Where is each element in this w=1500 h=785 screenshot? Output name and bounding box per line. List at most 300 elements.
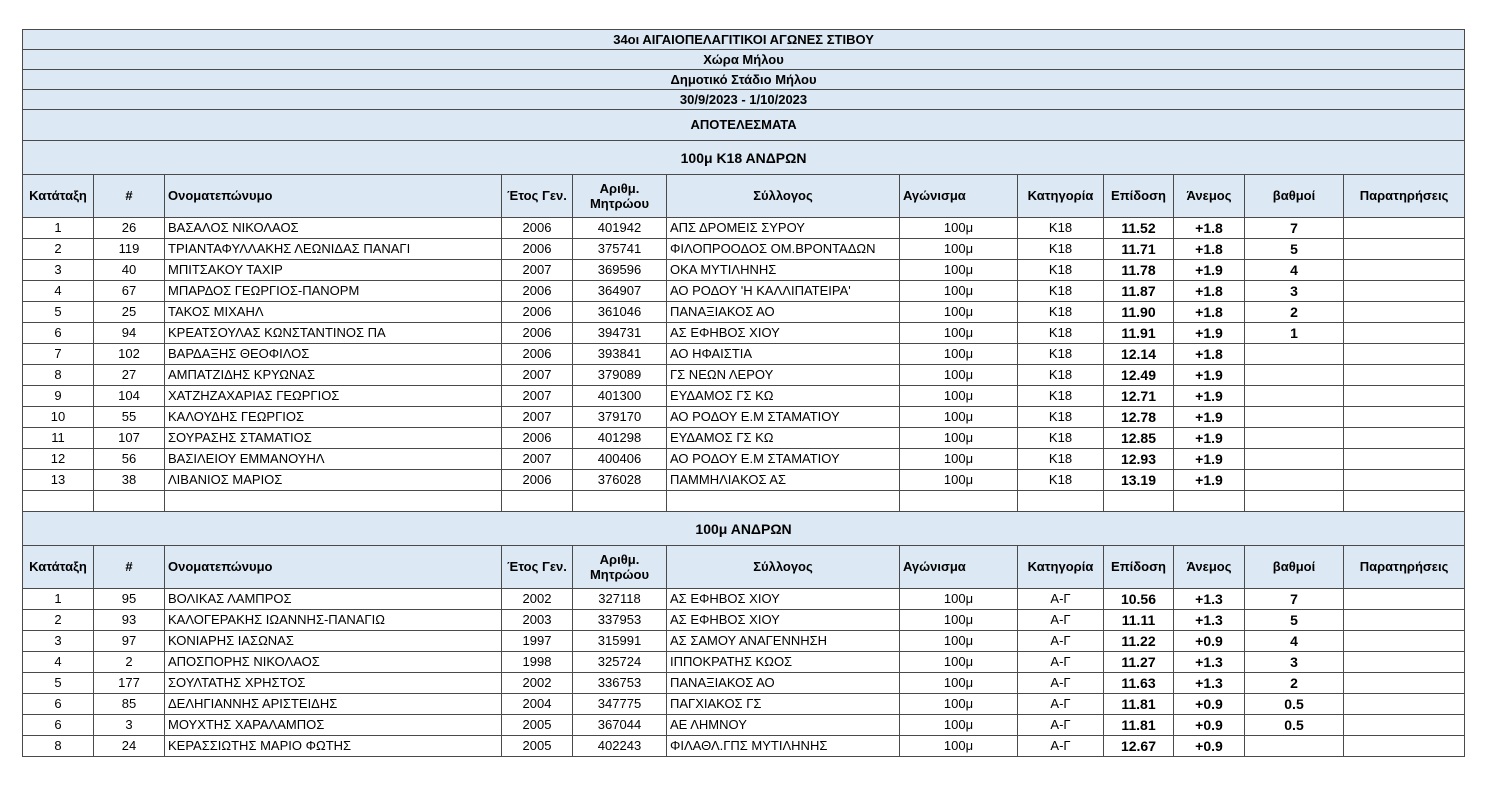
cell-points: 5 bbox=[1245, 610, 1344, 631]
cell-performance: 11.71 bbox=[1104, 239, 1174, 260]
cell-registry-number: 400406 bbox=[573, 449, 667, 470]
cell-club: ΑΠΣ ΔΡΟΜΕΙΣ ΣΥΡΟΥ bbox=[667, 218, 900, 239]
cell-remarks bbox=[1344, 218, 1465, 239]
section-title: 100μ ΑΝΔΡΩΝ bbox=[23, 512, 1465, 546]
cell-points bbox=[1245, 449, 1344, 470]
table-row bbox=[23, 239, 1465, 260]
cell-birth-year: 2006 bbox=[502, 470, 573, 491]
cell-birth-year: 1997 bbox=[502, 631, 573, 652]
column-header-performance: Επίδοση bbox=[1104, 175, 1174, 218]
cell-club: ΑΣ ΕΦΗΒΟΣ ΧΙΟΥ bbox=[667, 589, 900, 610]
cell-wind: +1.8 bbox=[1174, 218, 1245, 239]
cell-athlete-name: ΒΑΣΑΛΟΣ ΝΙΚΟΛΑΟΣ bbox=[165, 218, 502, 239]
cell-rank: 1 bbox=[23, 589, 94, 610]
cell-remarks bbox=[1344, 344, 1465, 365]
cell-category: Α-Γ bbox=[1018, 673, 1104, 694]
cell-category: Κ18 bbox=[1018, 365, 1104, 386]
empty-cell bbox=[23, 491, 94, 512]
cell-wind: +1.9 bbox=[1174, 386, 1245, 407]
section-title-row bbox=[23, 512, 1465, 546]
cell-bib: 97 bbox=[94, 631, 165, 652]
empty-cell bbox=[573, 491, 667, 512]
table-row bbox=[23, 407, 1465, 428]
cell-remarks bbox=[1344, 302, 1465, 323]
cell-bib: 177 bbox=[94, 673, 165, 694]
cell-athlete-name: ΧΑΤΖΗΖΑΧΑΡΙΑΣ ΓΕΩΡΓΙΟΣ bbox=[165, 386, 502, 407]
cell-remarks bbox=[1344, 589, 1465, 610]
results-table bbox=[22, 29, 1465, 757]
cell-points: 4 bbox=[1245, 260, 1344, 281]
cell-birth-year: 2003 bbox=[502, 610, 573, 631]
cell-event: 100μ bbox=[900, 470, 1018, 491]
cell-bib: 95 bbox=[94, 589, 165, 610]
cell-registry-number: 393841 bbox=[573, 344, 667, 365]
cell-performance: 10.56 bbox=[1104, 589, 1174, 610]
empty-cell bbox=[1245, 491, 1344, 512]
cell-performance: 11.11 bbox=[1104, 610, 1174, 631]
cell-category: Κ18 bbox=[1018, 470, 1104, 491]
cell-performance: 12.93 bbox=[1104, 449, 1174, 470]
cell-remarks bbox=[1344, 281, 1465, 302]
cell-performance: 11.78 bbox=[1104, 260, 1174, 281]
cell-wind: +1.8 bbox=[1174, 239, 1245, 260]
cell-bib: 25 bbox=[94, 302, 165, 323]
cell-remarks bbox=[1344, 323, 1465, 344]
cell-bib: 85 bbox=[94, 694, 165, 715]
cell-event: 100μ bbox=[900, 323, 1018, 344]
cell-athlete-name: ΤΑΚΟΣ ΜΙΧΑΗΛ bbox=[165, 302, 502, 323]
results-heading-row bbox=[23, 110, 1465, 141]
cell-rank: 12 bbox=[23, 449, 94, 470]
cell-points: 0.5 bbox=[1245, 694, 1344, 715]
cell-points: 7 bbox=[1245, 218, 1344, 239]
cell-category: Α-Γ bbox=[1018, 610, 1104, 631]
cell-wind: +1.8 bbox=[1174, 302, 1245, 323]
cell-birth-year: 2007 bbox=[502, 449, 573, 470]
cell-club: ΑΕ ΛΗΜΝΟΥ bbox=[667, 715, 900, 736]
column-header-rank: Κατάταξη bbox=[23, 175, 94, 218]
cell-registry-number: 367044 bbox=[573, 715, 667, 736]
cell-category: Κ18 bbox=[1018, 281, 1104, 302]
cell-bib: 102 bbox=[94, 344, 165, 365]
cell-performance: 11.90 bbox=[1104, 302, 1174, 323]
cell-athlete-name: ΚΟΝΙΑΡΗΣ ΙΑΣΩΝΑΣ bbox=[165, 631, 502, 652]
cell-event: 100μ bbox=[900, 428, 1018, 449]
cell-category: Α-Γ bbox=[1018, 694, 1104, 715]
cell-event: 100μ bbox=[900, 736, 1018, 757]
table-row bbox=[23, 281, 1465, 302]
results-heading: ΑΠΟΤΕΛΕΣΜΑΤΑ bbox=[23, 110, 1465, 141]
cell-club: ΓΣ ΝΕΩΝ ΛΕΡΟΥ bbox=[667, 365, 900, 386]
cell-performance: 12.49 bbox=[1104, 365, 1174, 386]
empty-cell bbox=[1174, 491, 1245, 512]
place-row bbox=[23, 50, 1465, 70]
cell-club: ΑΟ ΡΟΔΟΥ 'Η ΚΑΛΛΙΠΑΤΕΙΡΑ' bbox=[667, 281, 900, 302]
cell-remarks bbox=[1344, 652, 1465, 673]
table-row bbox=[23, 652, 1465, 673]
cell-wind: +1.9 bbox=[1174, 449, 1245, 470]
cell-category: Α-Γ bbox=[1018, 715, 1104, 736]
table-row bbox=[23, 589, 1465, 610]
cell-event: 100μ bbox=[900, 344, 1018, 365]
column-header-registry-number: Αριθμ. Μητρώου bbox=[573, 546, 667, 589]
cell-category: Κ18 bbox=[1018, 428, 1104, 449]
cell-bib: 93 bbox=[94, 610, 165, 631]
cell-performance: 12.14 bbox=[1104, 344, 1174, 365]
cell-club: ΦΙΛΟΠΡΟΟΔΟΣ ΟΜ.ΒΡΟΝΤΑΔΩΝ bbox=[667, 239, 900, 260]
cell-registry-number: 401942 bbox=[573, 218, 667, 239]
cell-athlete-name: ΚΕΡΑΣΣΙΩΤΗΣ ΜΑΡΙΟ ΦΩΤΗΣ bbox=[165, 736, 502, 757]
cell-athlete-name: ΒΑΡΔΑΞΗΣ ΘΕΟΦΙΛΟΣ bbox=[165, 344, 502, 365]
table-row bbox=[23, 736, 1465, 757]
cell-event: 100μ bbox=[900, 715, 1018, 736]
cell-category: Κ18 bbox=[1018, 323, 1104, 344]
cell-club: ΑΟ ΡΟΔΟΥ Ε.Μ ΣΤΑΜΑΤΙΟΥ bbox=[667, 407, 900, 428]
section-title: 100μ Κ18 ΑΝΔΡΩΝ bbox=[23, 141, 1465, 175]
cell-athlete-name: ΚΡΕΑΤΣΟΥΛΑΣ ΚΩΝΣΤΑΝΤΙΝΟΣ ΠΑ bbox=[165, 323, 502, 344]
cell-rank: 8 bbox=[23, 365, 94, 386]
cell-rank: 5 bbox=[23, 673, 94, 694]
cell-registry-number: 379170 bbox=[573, 407, 667, 428]
cell-bib: 27 bbox=[94, 365, 165, 386]
cell-event: 100μ bbox=[900, 631, 1018, 652]
cell-performance: 13.19 bbox=[1104, 470, 1174, 491]
cell-points bbox=[1245, 470, 1344, 491]
cell-club: ΕΥΔΑΜΟΣ ΓΣ ΚΩ bbox=[667, 428, 900, 449]
cell-points: 3 bbox=[1245, 281, 1344, 302]
cell-category: Κ18 bbox=[1018, 407, 1104, 428]
cell-category: Κ18 bbox=[1018, 386, 1104, 407]
meet-venue: Δημοτικό Στάδιο Μήλου bbox=[23, 70, 1465, 90]
cell-remarks bbox=[1344, 260, 1465, 281]
column-header-category: Κατηγορία bbox=[1018, 546, 1104, 589]
column-header-wind: Άνεμος bbox=[1174, 546, 1245, 589]
cell-category: Α-Γ bbox=[1018, 652, 1104, 673]
cell-event: 100μ bbox=[900, 652, 1018, 673]
cell-wind: +0.9 bbox=[1174, 631, 1245, 652]
cell-registry-number: 394731 bbox=[573, 323, 667, 344]
cell-registry-number: 336753 bbox=[573, 673, 667, 694]
cell-wind: +0.9 bbox=[1174, 694, 1245, 715]
cell-remarks bbox=[1344, 673, 1465, 694]
column-header-row bbox=[23, 546, 1465, 589]
empty-cell bbox=[94, 491, 165, 512]
cell-club: ΑΟ ΡΟΔΟΥ Ε.Μ ΣΤΑΜΑΤΙΟΥ bbox=[667, 449, 900, 470]
cell-bib: 67 bbox=[94, 281, 165, 302]
cell-registry-number: 315991 bbox=[573, 631, 667, 652]
empty-cell bbox=[1018, 491, 1104, 512]
cell-club: ΦΙΛΑΘΛ.ΓΠΣ ΜΥΤΙΛΗΝΗΣ bbox=[667, 736, 900, 757]
table-row bbox=[23, 260, 1465, 281]
cell-birth-year: 2004 bbox=[502, 694, 573, 715]
cell-remarks bbox=[1344, 631, 1465, 652]
cell-points bbox=[1245, 344, 1344, 365]
cell-wind: +1.3 bbox=[1174, 589, 1245, 610]
section-title-row bbox=[23, 141, 1465, 175]
cell-wind: +1.3 bbox=[1174, 652, 1245, 673]
cell-athlete-name: ΜΟΥΧΤΗΣ ΧΑΡΑΛΑΜΠΟΣ bbox=[165, 715, 502, 736]
cell-registry-number: 327118 bbox=[573, 589, 667, 610]
column-header-points: βαθμοί bbox=[1245, 175, 1344, 218]
cell-performance: 11.63 bbox=[1104, 673, 1174, 694]
cell-birth-year: 2006 bbox=[502, 218, 573, 239]
cell-birth-year: 2005 bbox=[502, 715, 573, 736]
venue-row bbox=[23, 70, 1465, 90]
cell-athlete-name: ΑΜΠΑΤΖΙΔΗΣ ΚΡΥΩΝΑΣ bbox=[165, 365, 502, 386]
cell-remarks bbox=[1344, 386, 1465, 407]
cell-club: ΑΣ ΕΦΗΒΟΣ ΧΙΟΥ bbox=[667, 610, 900, 631]
cell-points: 4 bbox=[1245, 631, 1344, 652]
cell-performance: 12.71 bbox=[1104, 386, 1174, 407]
table-row bbox=[23, 365, 1465, 386]
cell-points bbox=[1245, 365, 1344, 386]
cell-wind: +1.9 bbox=[1174, 365, 1245, 386]
cell-remarks bbox=[1344, 715, 1465, 736]
cell-birth-year: 2006 bbox=[502, 239, 573, 260]
cell-category: Κ18 bbox=[1018, 239, 1104, 260]
cell-club: ΑΟ ΗΦΑΙΣΤΙΑ bbox=[667, 344, 900, 365]
table-row bbox=[23, 449, 1465, 470]
cell-birth-year: 2007 bbox=[502, 260, 573, 281]
cell-club: ΕΥΔΑΜΟΣ ΓΣ ΚΩ bbox=[667, 386, 900, 407]
cell-bib: 55 bbox=[94, 407, 165, 428]
cell-birth-year: 2007 bbox=[502, 386, 573, 407]
column-header-performance: Επίδοση bbox=[1104, 546, 1174, 589]
cell-points: 7 bbox=[1245, 589, 1344, 610]
cell-birth-year: 2006 bbox=[502, 323, 573, 344]
table-row bbox=[23, 218, 1465, 239]
cell-category: Κ18 bbox=[1018, 218, 1104, 239]
empty-cell bbox=[667, 491, 900, 512]
column-header-birth-year: Έτος Γεν. bbox=[502, 175, 573, 218]
empty-cell bbox=[502, 491, 573, 512]
cell-athlete-name: ΚΑΛΟΓΕΡΑΚΗΣ ΙΩΑΝΝΗΣ-ΠΑΝΑΓΙΩ bbox=[165, 610, 502, 631]
cell-athlete-name: ΒΑΣΙΛΕΙΟΥ ΕΜΜΑΝΟΥΗΛ bbox=[165, 449, 502, 470]
cell-performance: 11.81 bbox=[1104, 694, 1174, 715]
cell-rank: 2 bbox=[23, 610, 94, 631]
cell-athlete-name: ΣΟΥΡΑΣΗΣ ΣΤΑΜΑΤΙΟΣ bbox=[165, 428, 502, 449]
cell-points: 1 bbox=[1245, 323, 1344, 344]
cell-athlete-name: ΔΕΛΗΓΙΑΝΝΗΣ ΑΡΙΣΤΕΙΔΗΣ bbox=[165, 694, 502, 715]
cell-birth-year: 1998 bbox=[502, 652, 573, 673]
cell-registry-number: 361046 bbox=[573, 302, 667, 323]
cell-rank: 6 bbox=[23, 323, 94, 344]
empty-cell bbox=[165, 491, 502, 512]
cell-wind: +1.3 bbox=[1174, 673, 1245, 694]
cell-rank: 10 bbox=[23, 407, 94, 428]
cell-athlete-name: ΚΑΛΟΥΔΗΣ ΓΕΩΡΓΙΟΣ bbox=[165, 407, 502, 428]
cell-registry-number: 364907 bbox=[573, 281, 667, 302]
cell-event: 100μ bbox=[900, 407, 1018, 428]
cell-event: 100μ bbox=[900, 673, 1018, 694]
cell-club: ΑΣ ΣΑΜΟΥ ΑΝΑΓΕΝΝΗΣΗ bbox=[667, 631, 900, 652]
cell-athlete-name: ΑΠΟΣΠΟΡΗΣ ΝΙΚΟΛΑΟΣ bbox=[165, 652, 502, 673]
cell-category: Α-Γ bbox=[1018, 631, 1104, 652]
cell-event: 100μ bbox=[900, 694, 1018, 715]
table-row bbox=[23, 694, 1465, 715]
cell-remarks bbox=[1344, 470, 1465, 491]
cell-wind: +1.9 bbox=[1174, 470, 1245, 491]
meet-title-row bbox=[23, 30, 1465, 50]
table-row bbox=[23, 428, 1465, 449]
results-sheet bbox=[22, 29, 1464, 757]
cell-rank: 6 bbox=[23, 715, 94, 736]
cell-remarks bbox=[1344, 365, 1465, 386]
cell-registry-number: 401298 bbox=[573, 428, 667, 449]
cell-points bbox=[1245, 386, 1344, 407]
column-header-club: Σύλλογος bbox=[667, 175, 900, 218]
cell-performance: 11.91 bbox=[1104, 323, 1174, 344]
cell-wind: +1.8 bbox=[1174, 344, 1245, 365]
column-header-row bbox=[23, 175, 1465, 218]
cell-event: 100μ bbox=[900, 302, 1018, 323]
cell-registry-number: 376028 bbox=[573, 470, 667, 491]
spacer-row bbox=[23, 491, 1465, 512]
table-row bbox=[23, 631, 1465, 652]
cell-event: 100μ bbox=[900, 449, 1018, 470]
cell-athlete-name: ΜΠΙΤΣΑΚΟΥ ΤΑΧΙΡ bbox=[165, 260, 502, 281]
cell-points: 2 bbox=[1245, 673, 1344, 694]
cell-wind: +1.9 bbox=[1174, 407, 1245, 428]
meet-title: 34οι ΑΙΓΑΙΟΠΕΛΑΓΙΤΙΚΟΙ ΑΓΩΝΕΣ ΣΤΙΒΟΥ bbox=[23, 30, 1465, 50]
cell-event: 100μ bbox=[900, 218, 1018, 239]
cell-rank: 4 bbox=[23, 652, 94, 673]
column-header-rank: Κατάταξη bbox=[23, 546, 94, 589]
cell-remarks bbox=[1344, 694, 1465, 715]
cell-registry-number: 337953 bbox=[573, 610, 667, 631]
cell-rank: 6 bbox=[23, 694, 94, 715]
table-row bbox=[23, 344, 1465, 365]
cell-points: 0.5 bbox=[1245, 715, 1344, 736]
cell-remarks bbox=[1344, 428, 1465, 449]
cell-remarks bbox=[1344, 407, 1465, 428]
cell-club: ΙΠΠΟΚΡΑΤΗΣ ΚΩΟΣ bbox=[667, 652, 900, 673]
empty-cell bbox=[1344, 491, 1465, 512]
table-row bbox=[23, 715, 1465, 736]
cell-points bbox=[1245, 407, 1344, 428]
cell-remarks bbox=[1344, 239, 1465, 260]
cell-rank: 2 bbox=[23, 239, 94, 260]
cell-rank: 13 bbox=[23, 470, 94, 491]
cell-performance: 11.87 bbox=[1104, 281, 1174, 302]
cell-bib: 40 bbox=[94, 260, 165, 281]
cell-category: Α-Γ bbox=[1018, 736, 1104, 757]
cell-rank: 4 bbox=[23, 281, 94, 302]
cell-event: 100μ bbox=[900, 281, 1018, 302]
cell-bib: 38 bbox=[94, 470, 165, 491]
meet-dates: 30/9/2023 - 1/10/2023 bbox=[23, 90, 1465, 110]
cell-bib: 26 bbox=[94, 218, 165, 239]
empty-cell bbox=[900, 491, 1018, 512]
column-header-points: βαθμοί bbox=[1245, 546, 1344, 589]
cell-wind: +0.9 bbox=[1174, 736, 1245, 757]
cell-points: 5 bbox=[1245, 239, 1344, 260]
column-header-bib: # bbox=[94, 175, 165, 218]
cell-registry-number: 401300 bbox=[573, 386, 667, 407]
cell-club: ΠΑΝΑΞΙΑΚΟΣ ΑΟ bbox=[667, 673, 900, 694]
column-header-athlete-name: Ονοματεπώνυμο bbox=[165, 546, 502, 589]
table-row bbox=[23, 386, 1465, 407]
cell-birth-year: 2006 bbox=[502, 302, 573, 323]
cell-points bbox=[1245, 736, 1344, 757]
cell-remarks bbox=[1344, 449, 1465, 470]
cell-performance: 12.78 bbox=[1104, 407, 1174, 428]
column-header-bib: # bbox=[94, 546, 165, 589]
cell-registry-number: 369596 bbox=[573, 260, 667, 281]
cell-rank: 1 bbox=[23, 218, 94, 239]
column-header-club: Σύλλογος bbox=[667, 546, 900, 589]
cell-performance: 12.67 bbox=[1104, 736, 1174, 757]
cell-bib: 3 bbox=[94, 715, 165, 736]
cell-remarks bbox=[1344, 736, 1465, 757]
column-header-event: Αγώνισμα bbox=[900, 546, 1018, 589]
cell-performance: 12.85 bbox=[1104, 428, 1174, 449]
cell-wind: +1.9 bbox=[1174, 428, 1245, 449]
cell-rank: 9 bbox=[23, 386, 94, 407]
cell-rank: 3 bbox=[23, 260, 94, 281]
cell-athlete-name: ΒΟΛΙΚΑΣ ΛΑΜΠΡΟΣ bbox=[165, 589, 502, 610]
cell-club: ΠΑΜΜΗΛΙΑΚΟΣ ΑΣ bbox=[667, 470, 900, 491]
cell-wind: +1.9 bbox=[1174, 260, 1245, 281]
cell-registry-number: 347775 bbox=[573, 694, 667, 715]
table-row bbox=[23, 470, 1465, 491]
cell-wind: +0.9 bbox=[1174, 715, 1245, 736]
cell-event: 100μ bbox=[900, 610, 1018, 631]
dates-row bbox=[23, 90, 1465, 110]
cell-event: 100μ bbox=[900, 589, 1018, 610]
cell-bib: 94 bbox=[94, 323, 165, 344]
column-header-registry-number: Αριθμ. Μητρώου bbox=[573, 175, 667, 218]
column-header-wind: Άνεμος bbox=[1174, 175, 1245, 218]
cell-event: 100μ bbox=[900, 239, 1018, 260]
cell-event: 100μ bbox=[900, 365, 1018, 386]
cell-registry-number: 375741 bbox=[573, 239, 667, 260]
cell-performance: 11.22 bbox=[1104, 631, 1174, 652]
table-row bbox=[23, 673, 1465, 694]
cell-birth-year: 2006 bbox=[502, 344, 573, 365]
cell-rank: 8 bbox=[23, 736, 94, 757]
cell-category: Κ18 bbox=[1018, 449, 1104, 470]
cell-category: Κ18 bbox=[1018, 260, 1104, 281]
cell-athlete-name: ΣΟΥΛΤΑΤΗΣ ΧΡΗΣΤΟΣ bbox=[165, 673, 502, 694]
cell-wind: +1.8 bbox=[1174, 281, 1245, 302]
cell-bib: 2 bbox=[94, 652, 165, 673]
cell-rank: 3 bbox=[23, 631, 94, 652]
cell-club: ΠΑΓΧΙΑΚΟΣ ΓΣ bbox=[667, 694, 900, 715]
cell-wind: +1.9 bbox=[1174, 323, 1245, 344]
cell-category: Κ18 bbox=[1018, 344, 1104, 365]
table-row bbox=[23, 610, 1465, 631]
cell-points bbox=[1245, 428, 1344, 449]
cell-registry-number: 402243 bbox=[573, 736, 667, 757]
cell-bib: 56 bbox=[94, 449, 165, 470]
cell-bib: 24 bbox=[94, 736, 165, 757]
cell-bib: 119 bbox=[94, 239, 165, 260]
column-header-remarks: Παρατηρήσεις bbox=[1344, 546, 1465, 589]
meet-place: Χώρα Μήλου bbox=[23, 50, 1465, 70]
cell-performance: 11.52 bbox=[1104, 218, 1174, 239]
column-header-athlete-name: Ονοματεπώνυμο bbox=[165, 175, 502, 218]
cell-category: Α-Γ bbox=[1018, 589, 1104, 610]
cell-birth-year: 2002 bbox=[502, 673, 573, 694]
cell-rank: 5 bbox=[23, 302, 94, 323]
column-header-remarks: Παρατηρήσεις bbox=[1344, 175, 1465, 218]
cell-club: ΑΣ ΕΦΗΒΟΣ ΧΙΟΥ bbox=[667, 323, 900, 344]
cell-athlete-name: ΤΡΙΑΝΤΑΦΥΛΛΑΚΗΣ ΛΕΩΝΙΔΑΣ ΠΑΝΑΓΙ bbox=[165, 239, 502, 260]
cell-event: 100μ bbox=[900, 260, 1018, 281]
cell-birth-year: 2007 bbox=[502, 407, 573, 428]
cell-category: Κ18 bbox=[1018, 302, 1104, 323]
